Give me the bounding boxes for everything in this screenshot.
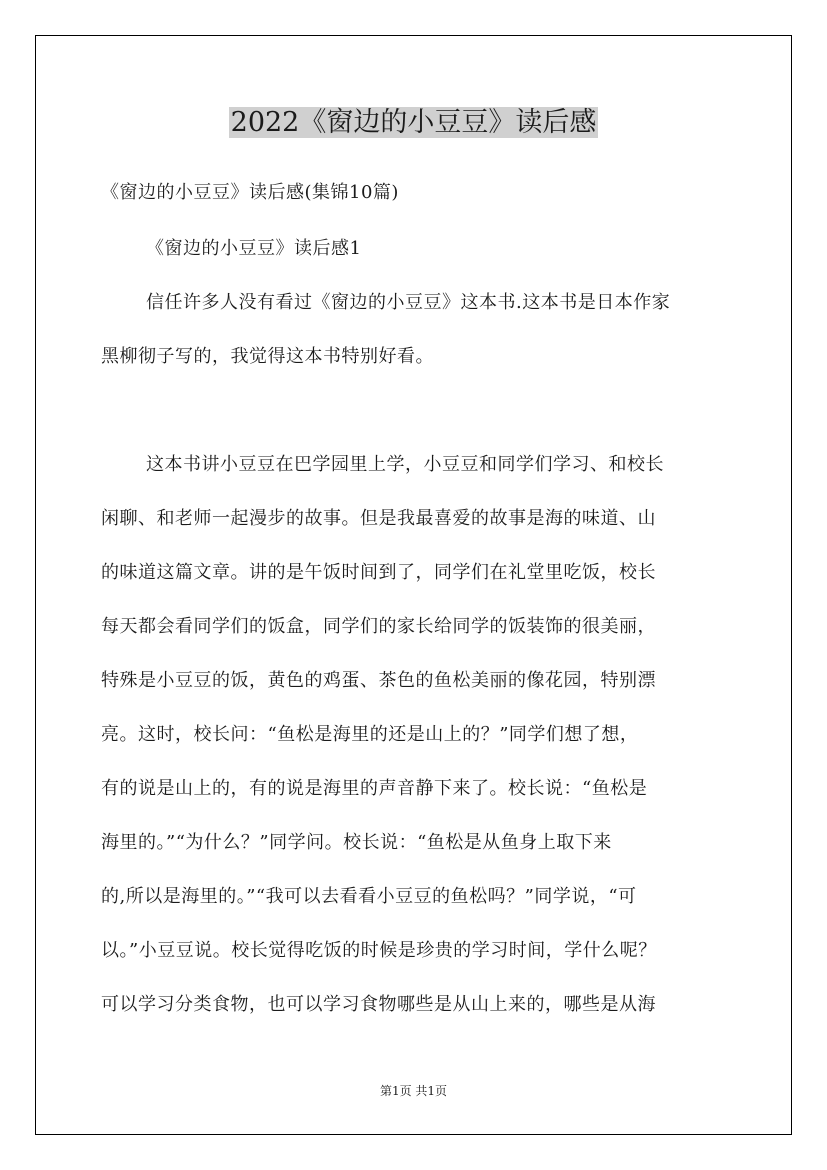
paragraph-line: 这本书讲小豆豆在巴学园里上学，小豆豆和同学们学习、和校长 (146, 454, 664, 475)
paragraph-line: 有的说是山上的，有的说是海里的声音静下来了。校长说：“鱼松是 (101, 778, 648, 799)
paragraph-line: 的味道这篇文章。讲的是午饭时间到了，同学们在礼堂里吃饭，校长 (101, 562, 656, 583)
paragraph-line: 黑柳彻子写的，我觉得这本书特别好看。 (101, 346, 434, 367)
paragraph-line: 闲聊、和老师一起漫步的故事。但是我最喜爱的故事是海的味道、山 (101, 508, 656, 529)
paragraph-line: 信任许多人没有看过《窗边的小豆豆》这本书.这本书是日本作家 (146, 292, 671, 313)
paragraph-line: 每天都会看同学们的饭盒，同学们的家长给同学的饭装饰的很美丽， (101, 616, 656, 637)
paragraph-line: 海里的。”“为什么？”同学问。校长说：“鱼松是从鱼身上取下来 (101, 832, 612, 853)
section-heading: 《窗边的小豆豆》读后感1 (146, 238, 362, 259)
paragraph-line: 的,所以是海里的。”“我可以去看看小豆豆的鱼松吗？”同学说，“可 (101, 886, 637, 907)
paragraph-line: 可以学习分类食物，也可以学习食物哪些是从山上来的，哪些是从海 (101, 994, 656, 1015)
page-number-footer: 第1页 共1页 (379, 1084, 448, 1098)
paragraph-line: 特殊是小豆豆的饭，黄色的鸡蛋、茶色的鱼松美丽的像花园，特别漂 (101, 670, 656, 691)
paragraph-line: 亮。这时，校长问：“鱼松是海里的还是山上的？”同学们想了想， (101, 724, 639, 745)
document-subtitle: 《窗边的小豆豆》读后感(集锦10篇) (101, 182, 399, 203)
paragraph-line: 以。”小豆豆说。校长觉得吃饭的时候是珍贵的学习时间，学什么呢？ (101, 940, 657, 961)
document-title-text: 2022《窗边的小豆豆》读后感 (230, 107, 597, 138)
document-title (0, 103, 827, 143)
